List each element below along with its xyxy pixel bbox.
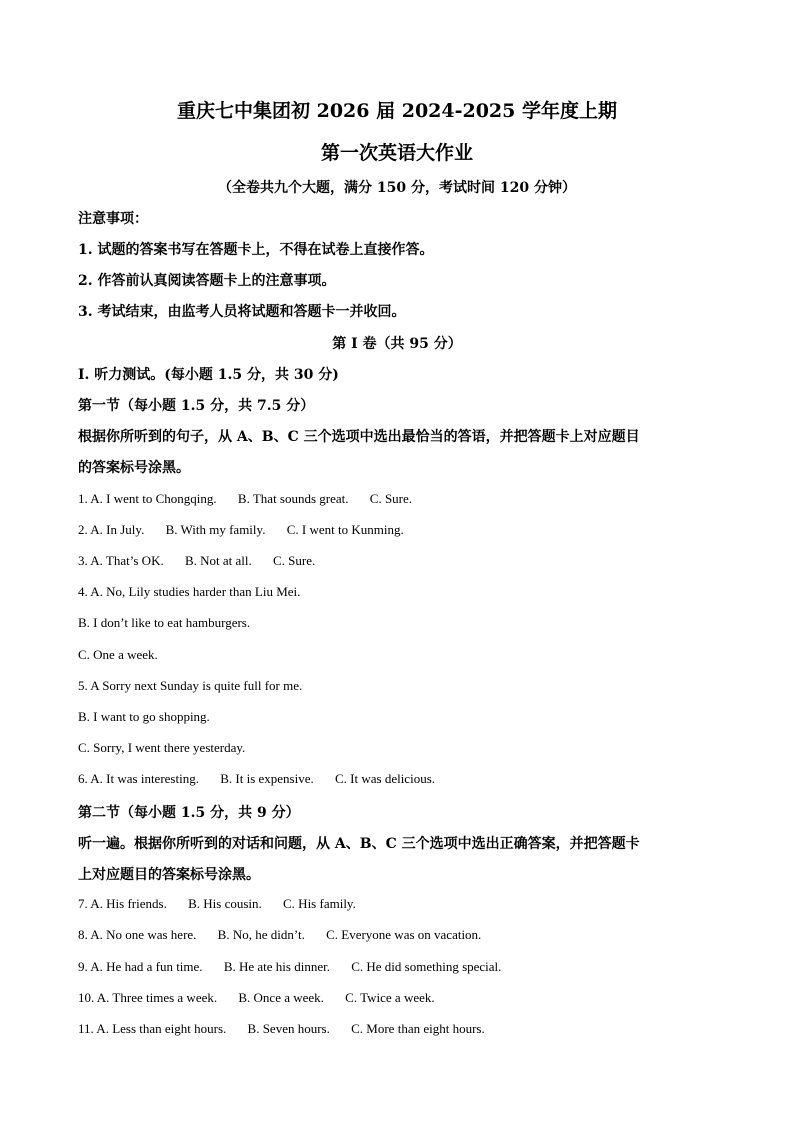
question-11 bbox=[78, 1021, 485, 1037]
section2-heading: 第二节（每小题 1.5 分，共 9 分） bbox=[78, 805, 300, 821]
q5-option-c: C. Sorry, I went there yesterday. bbox=[78, 740, 246, 755]
q9-option-c: C. He did something special. bbox=[351, 959, 502, 974]
q1-option-a: 1. A. I went to Chongqing. bbox=[78, 491, 217, 506]
notice-item-1: 1. 试题的答案书写在答题卡上，不得在试卷上直接作答。 bbox=[78, 242, 434, 258]
q11-option-c: C. More than eight hours. bbox=[351, 1021, 485, 1036]
exam-info: （全卷共九个大题，满分 150 分，考试时间 120 分钟） bbox=[218, 180, 576, 196]
q4-option-b: B. I don’t like to eat hamburgers. bbox=[78, 615, 251, 630]
volume-heading: 第 I 卷（共 95 分） bbox=[332, 336, 462, 352]
q3-option-c: C. Sure. bbox=[273, 553, 316, 568]
q2-option-a: 2. A. In July. bbox=[78, 522, 145, 537]
q4-option-a: 4. A. No, Lily studies harder than Liu Mei. bbox=[78, 584, 301, 599]
q8-option-b: B. No, he didn’t. bbox=[217, 927, 305, 942]
question-9 bbox=[78, 959, 501, 975]
q2-option-b: B. With my family. bbox=[165, 522, 266, 537]
notice-item-2: 2. 作答前认真阅读答题卡上的注意事项。 bbox=[78, 273, 336, 289]
question-3 bbox=[78, 553, 315, 569]
q5-option-b: B. I want to go shopping. bbox=[78, 709, 210, 724]
exam-title: 重庆七中集团初 2026 届 2024-2025 学年度上期 bbox=[177, 100, 617, 122]
question-10 bbox=[78, 990, 435, 1006]
question-6 bbox=[78, 771, 435, 787]
q8-option-c: C. Everyone was on vacation. bbox=[326, 927, 482, 942]
q7-option-c: C. His family. bbox=[283, 896, 356, 911]
question-8 bbox=[78, 927, 481, 943]
section1-instruction-line1: 根据你所听到的句子，从 A、B、C 三个选项中选出最恰当的答语，并把答题卡上对应题目 bbox=[78, 429, 640, 445]
part1-heading: Ⅰ. 听力测试。(每小题 1.5 分，共 30 分) bbox=[78, 367, 339, 383]
q10-option-b: B. Once a week. bbox=[238, 990, 324, 1005]
q11-option-b: B. Seven hours. bbox=[247, 1021, 330, 1036]
exam-subtitle-title: 第一次英语大作业 bbox=[320, 142, 473, 164]
notice-item-3: 3. 考试结束，由监考人员将试题和答题卡一并收回。 bbox=[78, 304, 406, 320]
q11-option-a: 11. A. Less than eight hours. bbox=[78, 1021, 227, 1036]
question-2 bbox=[78, 522, 404, 538]
q1-option-c: C. Sure. bbox=[369, 491, 413, 506]
q7-option-a: 7. A. His friends. bbox=[78, 896, 167, 911]
q6-option-a: 6. A. It was interesting. bbox=[78, 771, 199, 786]
q8-option-a: 8. A. No one was here. bbox=[78, 927, 197, 942]
q3-option-b: B. Not at all. bbox=[184, 553, 252, 568]
section1-heading: 第一节（每小题 1.5 分，共 7.5 分） bbox=[78, 398, 315, 414]
section2-instruction-line1: 听一遍。根据你所听到的对话和问题，从 A、B、C 三个选项中选出正确答案，并把答题卡 bbox=[78, 836, 640, 852]
notice-heading: 注意事项： bbox=[78, 211, 148, 227]
q1-option-b: B. That sounds great. bbox=[237, 491, 349, 506]
q9-option-a: 9. A. He had a fun time. bbox=[78, 959, 203, 974]
q10-option-a: 10. A. Three times a week. bbox=[78, 990, 218, 1005]
q10-option-c: C. Twice a week. bbox=[345, 990, 435, 1005]
q6-option-b: B. It is expensive. bbox=[220, 771, 314, 786]
q9-option-b: B. He ate his dinner. bbox=[223, 959, 330, 974]
question-7 bbox=[78, 896, 356, 912]
section1-instruction-line2: 的答案标号涂黑。 bbox=[78, 460, 190, 476]
q5-option-a: 5. A Sorry next Sunday is quite full for me. bbox=[78, 678, 303, 693]
q2-option-c: C. I went to Kunming. bbox=[286, 522, 404, 537]
q6-option-c: C. It was delicious. bbox=[334, 771, 435, 786]
question-1 bbox=[78, 491, 412, 507]
q4-option-c: C. One a week. bbox=[78, 647, 158, 662]
section2-instruction-line2: 上对应题目的答案标号涂黑。 bbox=[78, 867, 260, 883]
q7-option-b: B. His cousin. bbox=[188, 896, 262, 911]
q3-option-a: 3. A. That’s OK. bbox=[78, 553, 164, 568]
